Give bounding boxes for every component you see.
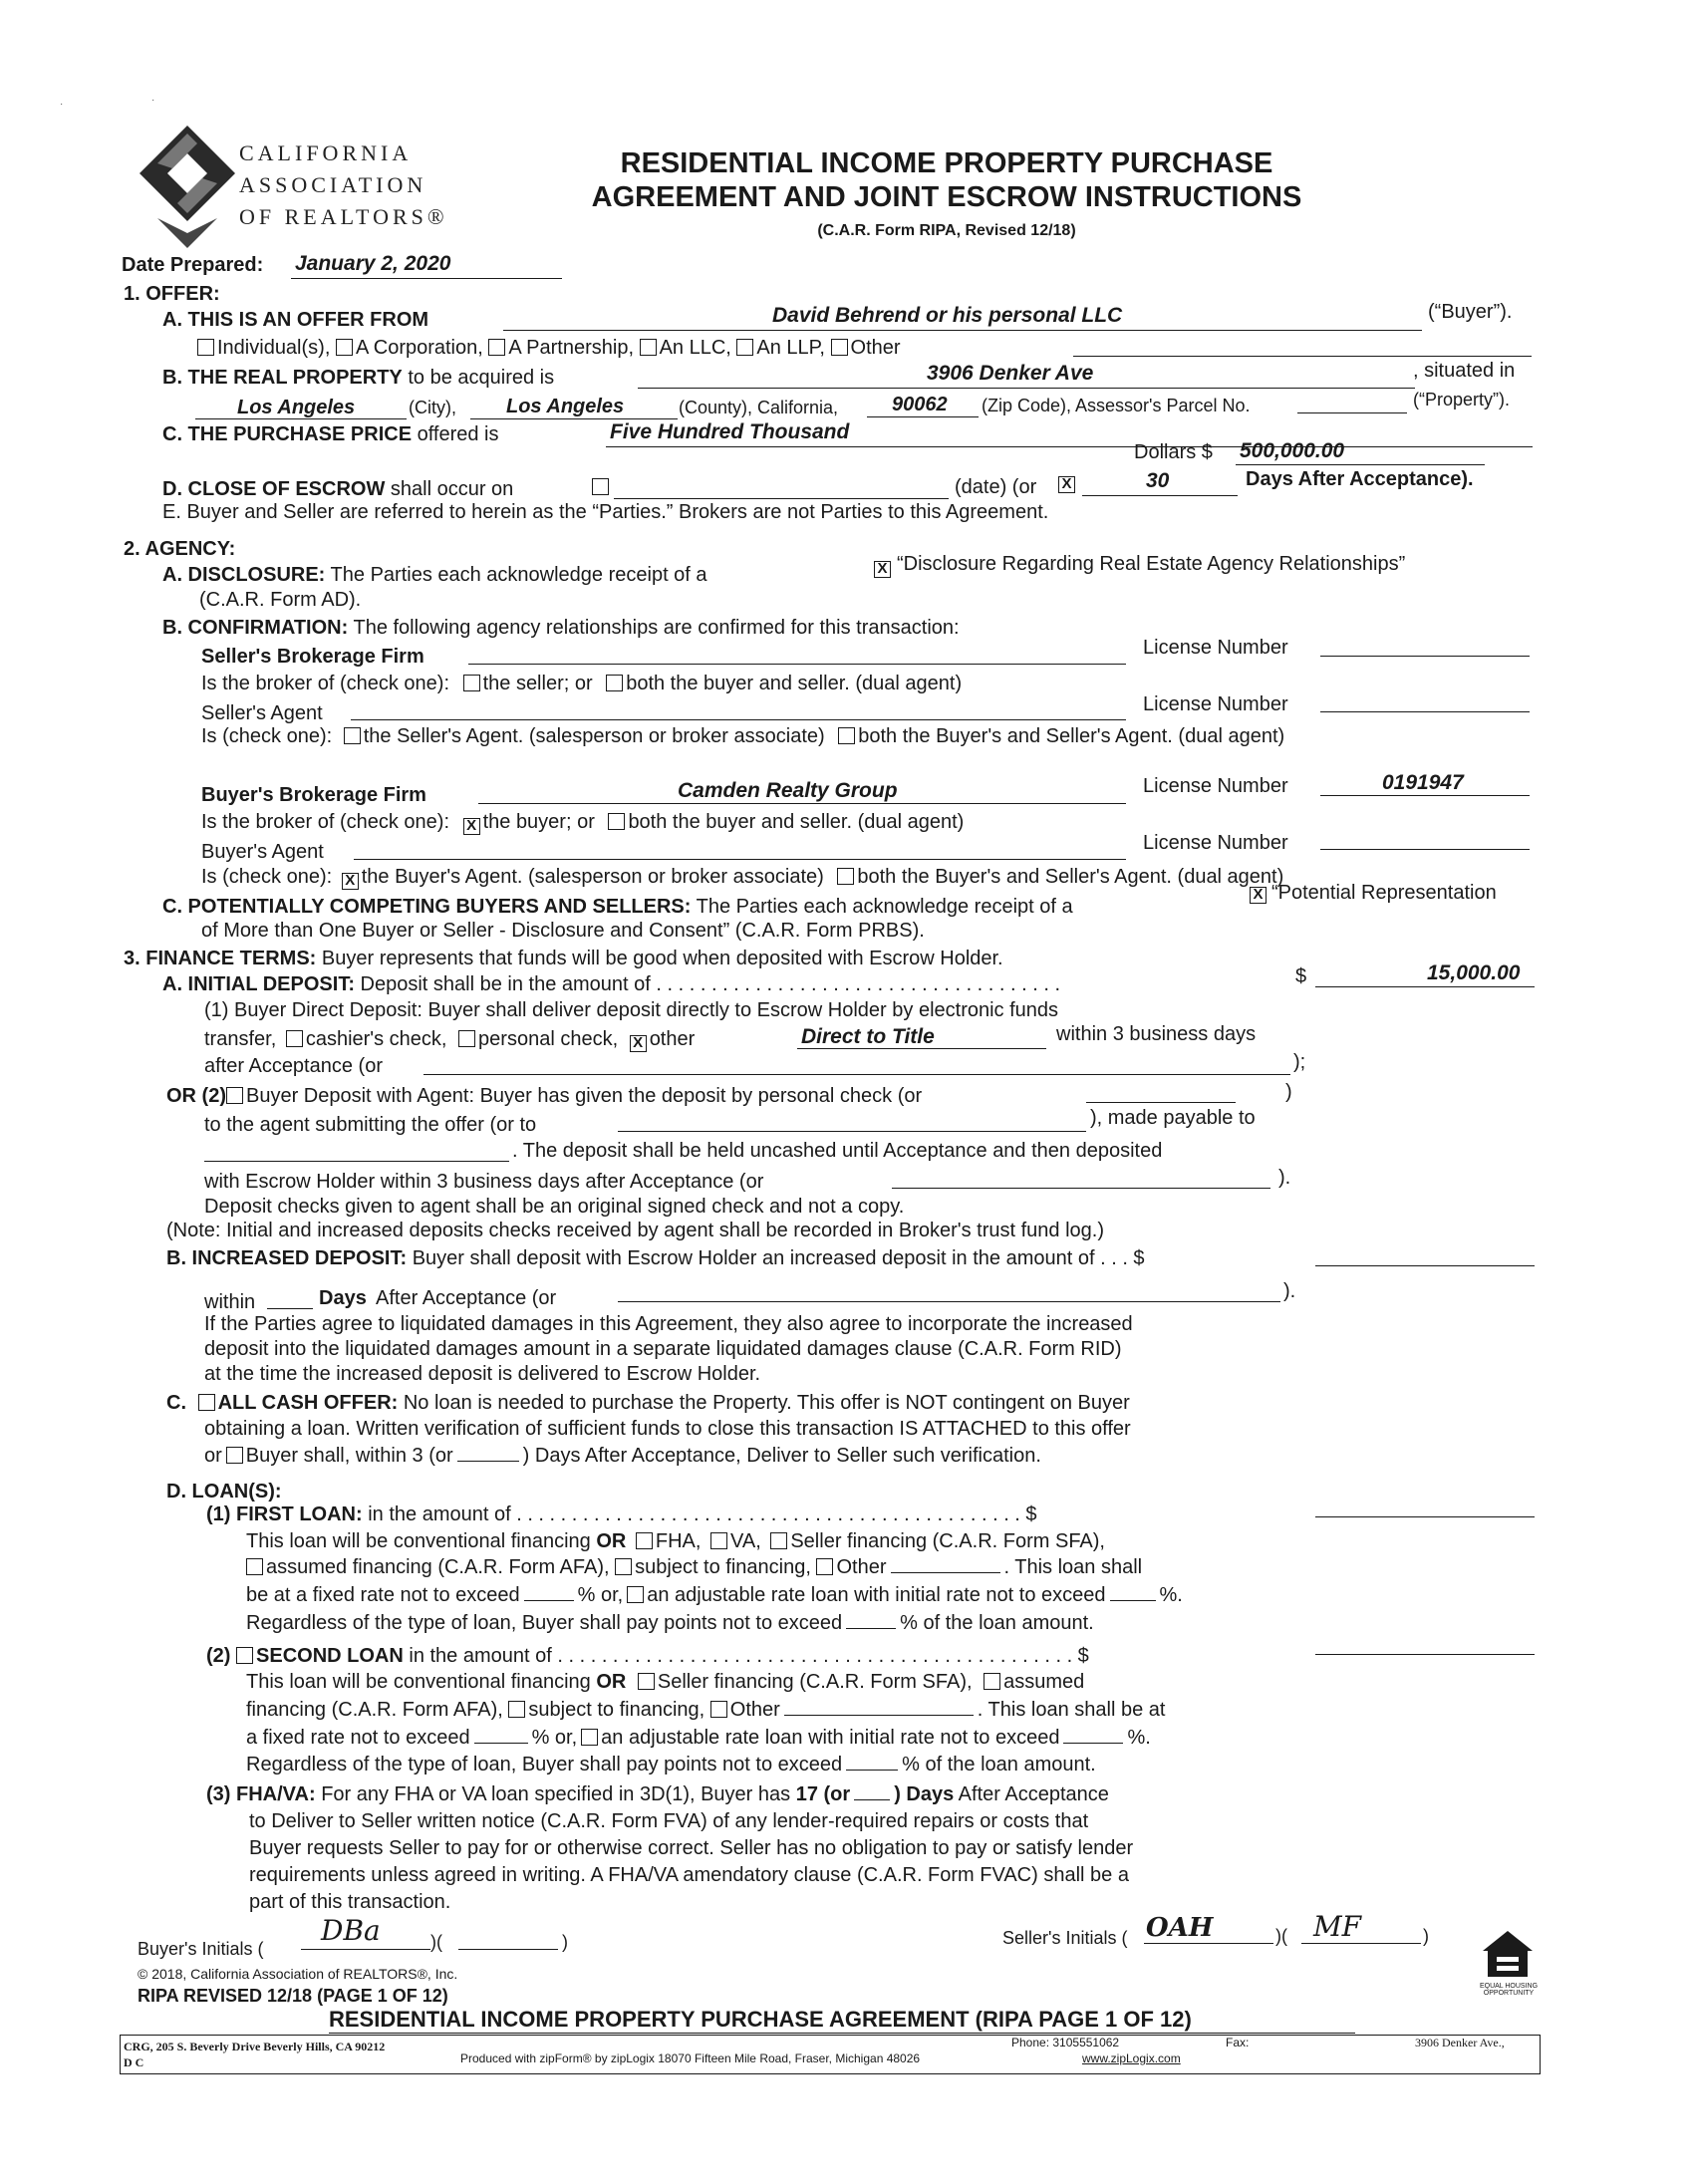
underline (797, 1048, 1046, 1049)
price-number[interactable]: 500,000.00 (1240, 439, 1345, 462)
zip-value[interactable]: 90062 (892, 394, 948, 415)
fha-va-line-5: part of this transaction. (249, 1891, 451, 1913)
entity-individual-checkbox[interactable] (197, 339, 214, 356)
buyer-agent-checkbox[interactable]: X (342, 873, 359, 890)
office-address: CRG, 205 S. Beverly Drive Beverly Hills, CA 90212 (124, 2040, 386, 2053)
second-loan-line-5: Regardless of the type of loan, Buyer shall pay points not to exceed % of the loan amount. (246, 1754, 1096, 1775)
fha-va-row: (3) FHA/VA: For any FHA or VA loan specified in 3D(1), Buyer has 17 (or ) Days After Acceptance (206, 1783, 1109, 1805)
office-phone: Phone: 3105551062 (1011, 2036, 1120, 2049)
prbs-checkbox[interactable]: X (1250, 887, 1267, 904)
buyer-license-label: License Number (1143, 775, 1288, 797)
entity-corporation-checkbox[interactable] (336, 339, 353, 356)
second-loan-line-2: This loan will be conventional financing OR Seller financing (C.A.R. Form SFA), assumed (246, 1671, 1085, 1693)
buyer-initial-signature[interactable]: DBa (321, 1914, 381, 1947)
agent-deposit-row: OR (2) Buyer Deposit with Agent: Buyer has given the deposit by personal check (or (166, 1085, 923, 1107)
initials-paren-close: ) (562, 1932, 568, 1952)
underline (618, 1131, 1086, 1132)
dollars-label: Dollars $ (1134, 441, 1213, 463)
offer-a-label: A. THIS IS AN OFFER FROM (162, 309, 429, 331)
direct-deposit-line-2: transfer, cashier's check, personal check, X other (204, 1028, 696, 1051)
underline (867, 416, 979, 417)
paren-close-2: ). (1278, 1167, 1291, 1189)
cashiers-check-checkbox[interactable] (286, 1030, 303, 1047)
close-days-value[interactable]: 30 (1146, 469, 1170, 492)
first-loan-adjustable-checkbox[interactable] (627, 1586, 644, 1603)
confirmation-row: B. CONFIRMATION: The following agency relationships are confirmed for this transaction: (162, 617, 960, 639)
buyer-agent-license-label: License Number (1143, 832, 1288, 854)
seller-agent-dual-checkbox[interactable] (838, 727, 855, 744)
city-value[interactable]: Los Angeles (237, 397, 356, 418)
second-loan-other-checkbox[interactable] (710, 1701, 727, 1718)
car-logo-icon (138, 124, 237, 263)
purchase-price-row: C. THE PURCHASE PRICE offered is (162, 423, 499, 445)
first-loan-line-3: assumed financing (C.A.R. Form AFA), subject to financing, Other . This loan shall (246, 1557, 1142, 1577)
logo-line-1: CALIFORNIA (239, 140, 413, 165)
date-prepared-label: Date Prepared: (122, 254, 264, 276)
seller-agent-check-row: Is (check one): the Seller's Agent. (salesperson or broker associate) both the Buyer's and Seller's Agent. (dual agent) (201, 725, 1285, 747)
entity-partnership-checkbox[interactable] (488, 339, 505, 356)
county-label: (County), California, (679, 398, 839, 417)
underline (1320, 795, 1530, 796)
disclosure-row: A. DISCLOSURE: The Parties each acknowledge receipt of a (162, 564, 707, 586)
buyer-firm-label: Buyer's Brokerage Firm (201, 784, 426, 806)
seller-agent-checkbox[interactable] (344, 727, 361, 744)
real-property-row: B. THE REAL PROPERTY to be acquired is (162, 367, 555, 389)
property-address[interactable]: 3906 Denker Ave (927, 362, 1094, 385)
underline (470, 418, 678, 419)
initial-deposit-row: A. INITIAL DEPOSIT: Deposit shall be in the amount of . . . . . . . . . . . . . . . . . . . . . . . . . . . . . . . . . . . . . (162, 973, 1061, 995)
underline (1320, 711, 1530, 712)
seller-initial-1[interactable]: OAH (1146, 1913, 1214, 1943)
all-cash-line-3: or Buyer shall, within 3 (or ) Days After Acceptance, Deliver to Seller such verification. (204, 1445, 1041, 1467)
first-loan-fha-checkbox[interactable] (636, 1532, 653, 1549)
property-label: (“Property”). (1413, 390, 1511, 410)
after-acceptance-close: ); (1293, 1051, 1306, 1073)
seller-broker-dual-checkbox[interactable] (606, 675, 623, 691)
underline (1297, 412, 1407, 413)
situated-label: , situated in (1413, 360, 1516, 382)
increased-within: within (204, 1291, 256, 1313)
seller-firm-label: Seller's Brokerage Firm (201, 646, 424, 668)
title-line-1: RESIDENTIAL INCOME PROPERTY PURCHASE (620, 147, 1273, 179)
seller-license-label: License Number (1143, 637, 1288, 659)
underline (1315, 986, 1535, 987)
underline (267, 1308, 313, 1309)
deposit-amount[interactable]: 15,000.00 (1427, 961, 1521, 984)
scan-speck: · (151, 95, 155, 106)
date-prepared-value[interactable]: January 2, 2020 (295, 252, 451, 275)
close-escrow-row: D. CLOSE OF ESCROW shall occur on (162, 478, 514, 500)
second-loan-line-3: financing (C.A.R. Form AFA), subject to financing, Other . This loan shall be at (246, 1699, 1166, 1721)
deposit-checks-note: Deposit checks given to agent shall be an original signed check and not a copy. (204, 1196, 905, 1218)
liquidated-line-1: If the Parties agree to liquidated damages in this Agreement, they also agree to incorporate the increased (204, 1313, 1133, 1335)
finance-heading-row: 3. FINANCE TERMS: Buyer represents that funds will be good when deposited with Escrow Holder. (124, 948, 1003, 969)
underline (892, 1188, 1270, 1189)
parties-note: E. Buyer and Seller are referred to herein as the “Parties.” Brokers are not Parties to this Agreement. (162, 501, 1049, 523)
document-name: 3906 Denker Ave., (1415, 2036, 1505, 2049)
second-loan-assumed-checkbox[interactable] (984, 1673, 1000, 1690)
date-or-label: (date) (or (955, 476, 1037, 498)
competing-row: C. POTENTIALLY COMPETING BUYERS AND SELLERS: The Parties each acknowledge receipt of a (162, 896, 1073, 918)
trust-fund-note: (Note: Initial and increased deposits checks received by agent shall be recorded in Broker's trust fund log.) (166, 1220, 1104, 1241)
underline (1073, 356, 1532, 357)
underline (503, 330, 1422, 331)
days-after-label: Days After Acceptance). (1246, 468, 1474, 490)
underline (638, 388, 1415, 389)
second-loan-seller-checkbox[interactable] (638, 1673, 655, 1690)
sellers-initials-label: Seller's Initials ( (1002, 1928, 1128, 1948)
first-loan-subject-checkbox[interactable] (615, 1558, 632, 1575)
disclosure-ad-checkbox[interactable]: X (874, 561, 891, 578)
underline (423, 1074, 1290, 1075)
second-loan-row: (2) SECOND LOAN in the amount of . . . . . . . . . . . . . . . . . . . . . . . . . . . . . . . . . . . . . . . . . . . . . . . $ (206, 1645, 1089, 1667)
ripa-revision: RIPA REVISED 12/18 (PAGE 1 OF 12) (138, 1986, 448, 2006)
seller-agent-license-label: License Number (1143, 693, 1288, 715)
other-method-checkbox[interactable]: X (630, 1035, 647, 1052)
buyer-broker-buyer-checkbox[interactable]: X (463, 818, 480, 835)
copyright: © 2018, California Association of REALTORS®, Inc. (138, 1966, 458, 1982)
fha-va-line-2: to Deliver to Seller written notice (C.A.R. Form FVA) of any lender-required repairs or costs that (249, 1810, 1089, 1832)
disclosure-ad-text: “Disclosure Regarding Real Estate Agency Relationships” (897, 553, 1406, 575)
buyers-agent-label: Buyer's Agent (201, 841, 324, 863)
first-loan-line-5: Regardless of the type of loan, Buyer shall pay points not to exceed % of the loan amount. (246, 1612, 1094, 1634)
underline (351, 719, 1126, 720)
agent-deposit-checkbox[interactable] (226, 1087, 243, 1104)
buyer-agent-dual-checkbox[interactable] (837, 868, 854, 885)
all-cash-checkbox[interactable] (198, 1394, 215, 1411)
logo-line-2: ASSOCIATION (239, 172, 427, 197)
first-loan-line-4: be at a fixed rate not to exceed % or, an adjustable rate loan with initial rate not to exceed %. (246, 1584, 1183, 1606)
liquidated-line-3: at the time the increased deposit is delivered to Escrow Holder. (204, 1363, 761, 1385)
second-loan-checkbox[interactable] (236, 1647, 253, 1664)
underline (1236, 464, 1485, 465)
underline (478, 803, 1126, 804)
underline (1320, 849, 1530, 850)
personal-check-checkbox[interactable] (458, 1030, 475, 1047)
underline (1315, 1516, 1535, 1517)
ziplogix-link[interactable]: www.zipLogix.com (1082, 2051, 1181, 2065)
seller-broker-check-row: Is the broker of (check one): the seller; or both the buyer and seller. (dual agent) (201, 673, 963, 694)
underline (1315, 1265, 1535, 1266)
scan-speck: · (60, 99, 64, 110)
second-loan-adjustable-checkbox[interactable] (581, 1729, 598, 1746)
subtitle: (C.A.R. Form RIPA, Revised 12/18) (817, 222, 1076, 239)
increased-days: Days (319, 1287, 367, 1309)
buyer-broker-check-row: Is the broker of (check one): X the buyer; or both the buyer and seller. (dual agent) (201, 811, 965, 834)
all-cash-row: C. ALL CASH OFFER: No loan is needed to purchase the Property. This offer is NOT contingent on Buyer (166, 1392, 1130, 1414)
underline (1082, 495, 1238, 496)
underline (458, 1949, 558, 1950)
liquidated-line-2: deposit into the liquidated damages amount in a separate liquidated damages clause (C.A.R. Form RID) (204, 1338, 1122, 1360)
entity-type-row: Individual(s), A Corporation, A Partnership, An LLC, An LLP, Other (197, 338, 901, 358)
first-loan-va-checkbox[interactable] (710, 1532, 727, 1549)
after-acceptance-or: after Acceptance (or (204, 1055, 383, 1077)
buyer-license-value[interactable]: 0191947 (1382, 771, 1464, 794)
buyer-suffix: (“Buyer”). (1428, 301, 1513, 323)
agent-submitting: to the agent submitting the offer (or to (204, 1114, 537, 1136)
seller-initials-paren-close: ) (1423, 1926, 1429, 1946)
fha-va-line-3: Buyer requests Seller to pay for or otherwise correct. Seller has no obligation to pay or satisfy lender (249, 1837, 1134, 1859)
county-value[interactable]: Los Angeles (506, 396, 625, 417)
escrow-within-3: with Escrow Holder within 3 business days after Acceptance (or (204, 1171, 764, 1193)
fha-va-line-4: requirements unless agreed in writing. A FHA/VA amendatory clause (C.A.R. Form FVAC) shall be a (249, 1864, 1129, 1886)
buyer-agent-check-row: Is (check one): X the Buyer's Agent. (salesperson or broker associate) both the Buyer's and Seller's Agent. (dual agent) (201, 866, 1284, 889)
buyer-broker-dual-checkbox[interactable] (608, 813, 625, 830)
underline (606, 446, 1533, 447)
underline (614, 498, 949, 499)
first-loan-seller-checkbox[interactable] (770, 1532, 787, 1549)
close-days-checkbox[interactable]: X (1058, 476, 1075, 493)
underline (301, 1949, 430, 1950)
zipform-produced: Produced with zipForm® by zipLogix 18070 Fifteen Mile Road, Fraser, Michigan 48026 (460, 2051, 921, 2065)
direct-deposit-line-1: (1) Buyer Direct Deposit: Buyer shall deliver deposit directly to Escrow Holder by electronic funds (204, 999, 1059, 1021)
disclosure-ad-form: (C.A.R. Form AD). (199, 589, 362, 611)
equal-housing-icon (1479, 1929, 1537, 1979)
sellers-agent-label: Seller's Agent (201, 702, 323, 724)
buyers-initials-label: Buyer's Initials ( (138, 1939, 264, 1959)
city-label: (City), (409, 398, 456, 417)
entity-llc-checkbox[interactable] (640, 339, 657, 356)
verification-checkbox[interactable] (226, 1447, 243, 1464)
close-date-checkbox[interactable] (592, 478, 609, 495)
underline (204, 1161, 509, 1162)
equal-housing-text: EQUAL HOUSING OPPORTUNITY (1479, 1983, 1539, 1997)
seller-initials-paren: )( (1275, 1926, 1287, 1946)
underline (291, 278, 562, 279)
first-loan-line-2: This loan will be conventional financing OR FHA, VA, Seller financing (C.A.R. Form SFA), (246, 1530, 1105, 1552)
prbs-text: “Potential Representation (1271, 882, 1497, 904)
made-payable: ), made payable to (1090, 1107, 1256, 1129)
deposit-other-method[interactable]: Direct to Title (801, 1025, 935, 1048)
price-words[interactable]: Five Hundred Thousand (610, 420, 850, 443)
paren-close: ) (1285, 1081, 1292, 1103)
paren-close-3: ). (1283, 1280, 1296, 1302)
initials-paren: )( (430, 1932, 442, 1952)
underline (618, 1301, 1280, 1302)
underline (1315, 1654, 1535, 1655)
office-initials: D C (124, 2055, 144, 2069)
first-loan-assumed-checkbox[interactable] (246, 1558, 263, 1575)
underline (468, 664, 1126, 665)
logo-line-3: OF REALTORS® (239, 204, 448, 229)
prbs-text-2: of More than One Buyer or Seller - Disclosure and Consent” (C.A.R. Form PRBS). (201, 920, 925, 942)
underline (329, 2033, 1355, 2034)
entity-llp-checkbox[interactable] (736, 339, 753, 356)
zip-label: (Zip Code), Assessor's Parcel No. (982, 396, 1251, 415)
entity-other-checkbox[interactable] (831, 339, 848, 356)
office-fax: Fax: (1226, 2036, 1250, 2049)
first-loan-row: (1) FIRST LOAN: in the amount of . . . . . . . . . . . . . . . . . . . . . . . . . . . . . . . . . . . . . . . . . . . . . . $ (206, 1503, 1037, 1525)
buyer-firm-value[interactable]: Camden Realty Group (678, 779, 898, 802)
offer-heading: 1. OFFER: (124, 283, 220, 305)
underline (1301, 1943, 1421, 1944)
footer-title: RESIDENTIAL INCOME PROPERTY PURCHASE AGREEMENT (RIPA PAGE 1 OF 12) (329, 2007, 1192, 2032)
loans-heading: D. LOAN(S): (166, 1481, 282, 1502)
seller-initial-2[interactable]: MF (1313, 1910, 1362, 1943)
agency-heading: 2. AGENCY: (124, 538, 236, 560)
underline (1086, 1102, 1236, 1103)
underline (1144, 1943, 1273, 1944)
all-cash-line-2: obtaining a loan. Written verification of sufficient funds to close this transaction IS ATTACHED to this offer (204, 1418, 1131, 1440)
held-uncashed: . The deposit shall be held uncashed until Acceptance and then deposited (512, 1140, 1163, 1162)
underline (195, 418, 407, 419)
second-loan-subject-checkbox[interactable] (508, 1701, 525, 1718)
second-loan-line-4: a fixed rate not to exceed % or, an adjustable rate loan with initial rate not to exceed %. (246, 1727, 1151, 1749)
underline (354, 859, 1126, 860)
deposit-dollar: $ (1295, 965, 1307, 987)
seller-broker-seller-checkbox[interactable] (463, 675, 480, 691)
underline (1320, 656, 1530, 657)
increased-deposit-row: B. INCREASED DEPOSIT: Buyer shall deposit with Escrow Holder an increased deposit in the amount of . . . $ (166, 1247, 1145, 1269)
within-3-days: within 3 business days (1056, 1023, 1257, 1045)
increased-after: After Acceptance (or (376, 1287, 557, 1309)
title-line-2: AGREEMENT AND JOINT ESCROW INSTRUCTIONS (591, 181, 1302, 213)
first-loan-other-checkbox[interactable] (816, 1558, 833, 1575)
buyer-name[interactable]: David Behrend or his personal LLC (772, 304, 1123, 327)
